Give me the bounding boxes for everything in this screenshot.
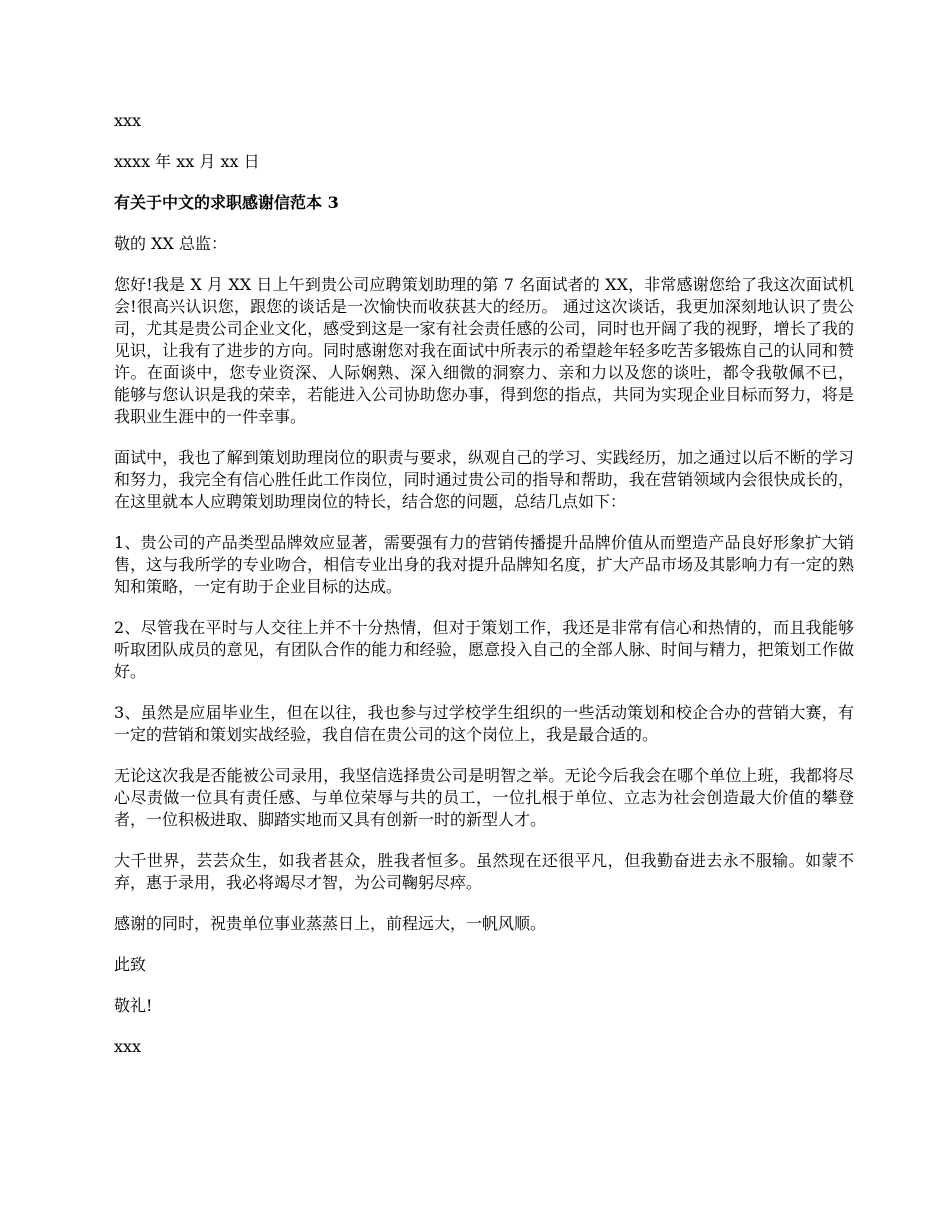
closing-line-1: 此致 <box>114 955 147 974</box>
body-paragraph-7: 大千世界，芸芸众生，如我者甚众，胜我者恒多。虽然现在还很平凡，但我勤奋进去永不服输。如蒙不弃，惠于录用，我必将竭尽才智，为公司鞠躬尽瘁。 <box>114 851 854 892</box>
body-paragraph-5: 3、虽然是应届毕业生，但在以往，我也参与过学校学生组织的一些活动策划和校企合办的营销大赛，有一定的营销和策划实战经验，我自信在贵公司的这个岗位上，我是最合适的。 <box>114 703 854 744</box>
body-paragraph-6: 无论这次我是否能被公司录用，我坚信选择贵公司是明智之举。无论今后我会在哪个单位上班，我都将尽心尽责做一位具有责任感、与单位荣辱与共的员工，一位扎根于单位、立志为社会创造最大价值的攀登者，一位积极进取、脚踏实地而又具有创新一时的新型人才。 <box>114 766 854 829</box>
salutation: 敬的 XX 总监： <box>114 234 227 253</box>
sender-bottom: xxx <box>114 1037 142 1056</box>
body-paragraph-2: 面试中，我也了解到策划助理岗位的职责与要求，纵观自己的学习、实践经历，加之通过以后不断的学习和努力，我完全有信心胜任此工作岗位，同时通过贵公司的指导和帮助，我在营销领域内会很快成长的，在这里就本人应聘策划助理岗位的特长，结合您的问题，总结几点如下： <box>114 448 854 511</box>
body-paragraph-8: 感谢的同时，祝贵单位事业蒸蒸日上，前程远大，一帆风顺。 <box>114 914 547 933</box>
body-paragraph-4: 2、尽管我在平时与人交往上并不十分热情，但对于策划工作，我还是非常有信心和热情的，而且我能够听取团队成员的意见，有团队合作的能力和经验，愿意投入自己的全部人脉、时间与精力，把策划工作做好。 <box>114 618 854 681</box>
document-page <box>114 110 854 1077</box>
body-paragraph-1: 您好!我是 X 月 XX 日上午到贵公司应聘策划助理的第 7 名面试者的 XX，非常感谢您给了我这次面试机会!很高兴认识您，跟您的谈话是一次愉快而收获甚大的经历。 通过这次谈话，我更加深刻地认识了贵公司，尤其是贵公司企业文化，感受到这是一家有社会责任感的公司，同时也开阔了我的视野，增长了我的见识，让我有了进步的方向。同时感谢您对我在面试中所表示的希望趁年轻多吃苦多锻炼自己的认同和赞许。在面谈中，您专业资深、人际娴熟、深入细微的洞察力、亲和力以及您的谈吐，都令我敬佩不已， 能够与您认识是我的荣幸，若能进入公司协助您办事，得到您的指点，共同为实现企业目标而努力，将是我职业生涯中的一件幸事。 <box>114 275 854 426</box>
letter-date: xxxx 年 xx 月 xx 日 <box>114 152 260 171</box>
document-title: 有关于中文的求职感谢信范本 3 <box>114 193 339 212</box>
body-paragraph-3: 1、贵公司的产品类型品牌效应显著，需要强有力的营销传播提升品牌价值从而塑造产品良好形象扩大销售，这与我所学的专业吻合，相信专业出身的我对提升品牌知名度，扩大产品市场及其影响力有一定的熟知和策略，一定有助于企业目标的达成。 <box>114 533 854 596</box>
closing-line-2: 敬礼! <box>114 996 153 1015</box>
sender-top: xxx <box>114 111 142 130</box>
